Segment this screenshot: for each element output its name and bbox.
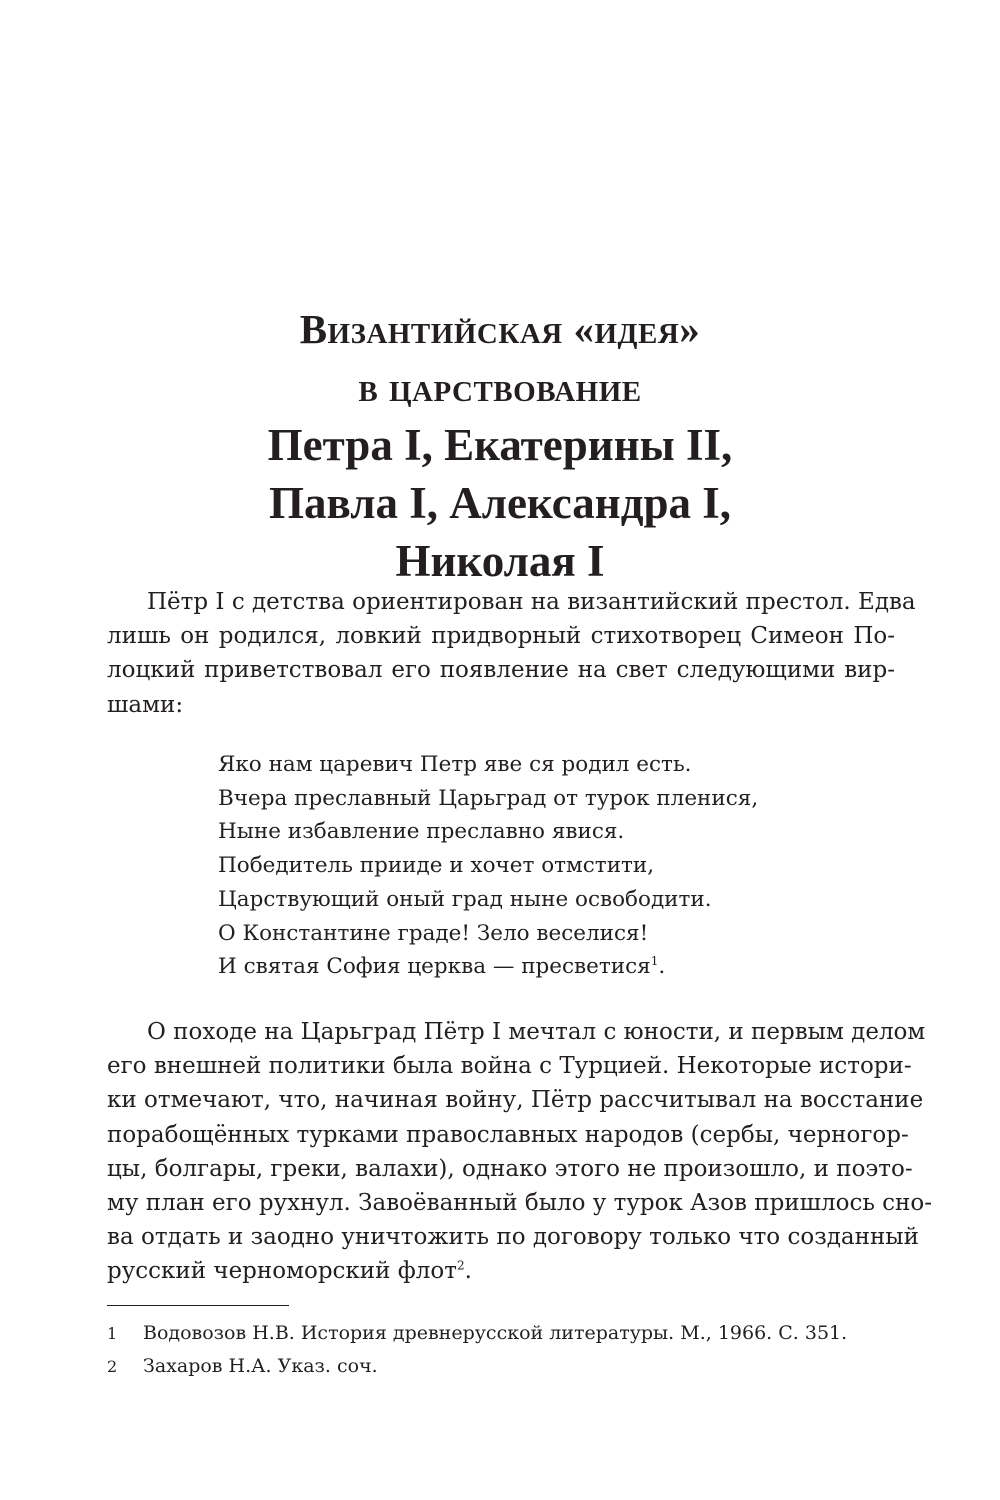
footnote-2: [107, 1350, 847, 1383]
paragraph-line: му план его рухнул. Завоёванный было у турок Азов пришлось сно-: [107, 1190, 933, 1217]
title-line-1: Византийская «идея»: [299, 306, 701, 352]
paragraph-line: его внешней политики была война с Турцией. Некоторые истори-: [107, 1053, 912, 1080]
poem-quote: [218, 748, 758, 984]
poem-line: Победитель прииде и хочет отмстити,: [218, 853, 655, 879]
footnote-separator: [107, 1305, 289, 1306]
paragraph-line: О походе на Царьград Пётр I мечтал с юности, и первым делом: [147, 1019, 926, 1045]
paragraph-line: цы, болгары, греки, валахи), однако этого не произошло, и поэто-: [107, 1155, 913, 1182]
footnote-number: 1: [107, 1324, 118, 1343]
poem-line: Яко нам царевич Петр яве ся родил есть.: [218, 752, 692, 777]
poem-line-last: [218, 950, 758, 984]
poem-line: О Константине граде! Зело веселися!: [218, 920, 649, 946]
paragraph-line: ва отдать и заодно уничтожить по договору только что созданный: [107, 1224, 919, 1251]
poem-line: Вчера преславный Царьград от турок пленися,: [218, 785, 759, 811]
paragraph-line: Пётр I с детства ориентирован на византийский престол. Едва: [147, 589, 916, 615]
footnote-text: Водовозов Н.В. История древнерусской литературы. М., 1966. С. 351.: [143, 1322, 848, 1344]
paragraph-line: порабощённых турками православных народов (сербы, черногор-: [107, 1121, 909, 1148]
poem-line-text: И святая София церква — пресветися: [218, 954, 651, 980]
title-line-3: Петра I, Екатерины II,: [267, 420, 733, 470]
poem-line-trailing: .: [658, 954, 666, 980]
footnote-1: [107, 1317, 847, 1350]
paragraph-line: ки отмечают, что, начиная войну, Пётр рассчитывал на восстание: [107, 1087, 924, 1114]
footnote-number: 2: [107, 1357, 118, 1376]
poem-line: Ныне избавление преславно явися.: [218, 819, 625, 845]
footnote-ref-2[interactable]: 2: [456, 1258, 465, 1273]
poem-line: Царствующий оный град ныне освободити.: [218, 886, 712, 912]
paragraph-main: [107, 1015, 933, 1289]
title-line-2: в царствование: [358, 364, 642, 410]
footnotes: [107, 1317, 847, 1383]
paragraph-line: лоцкий приветствовал его появление на свет следующими вир-: [107, 657, 895, 684]
paragraph-trailing: .: [464, 1258, 472, 1285]
paragraph-line: лишь он родился, ловкий придворный стихотворец Симеон По-: [107, 623, 895, 650]
footnote-text: Захаров Н.А. Указ. соч.: [143, 1355, 378, 1377]
paragraph-line: шами:: [107, 691, 184, 718]
paragraph-line-last: [107, 1254, 895, 1288]
title-line-5: Николая I: [395, 536, 605, 586]
title-line-4: Павла I, Александра I,: [269, 478, 731, 528]
footnote-ref-1[interactable]: 1: [650, 954, 659, 969]
paragraph-intro: [107, 585, 916, 722]
chapter-title: [0, 300, 1000, 590]
paragraph-line-text: русский черноморский флот: [107, 1258, 457, 1285]
